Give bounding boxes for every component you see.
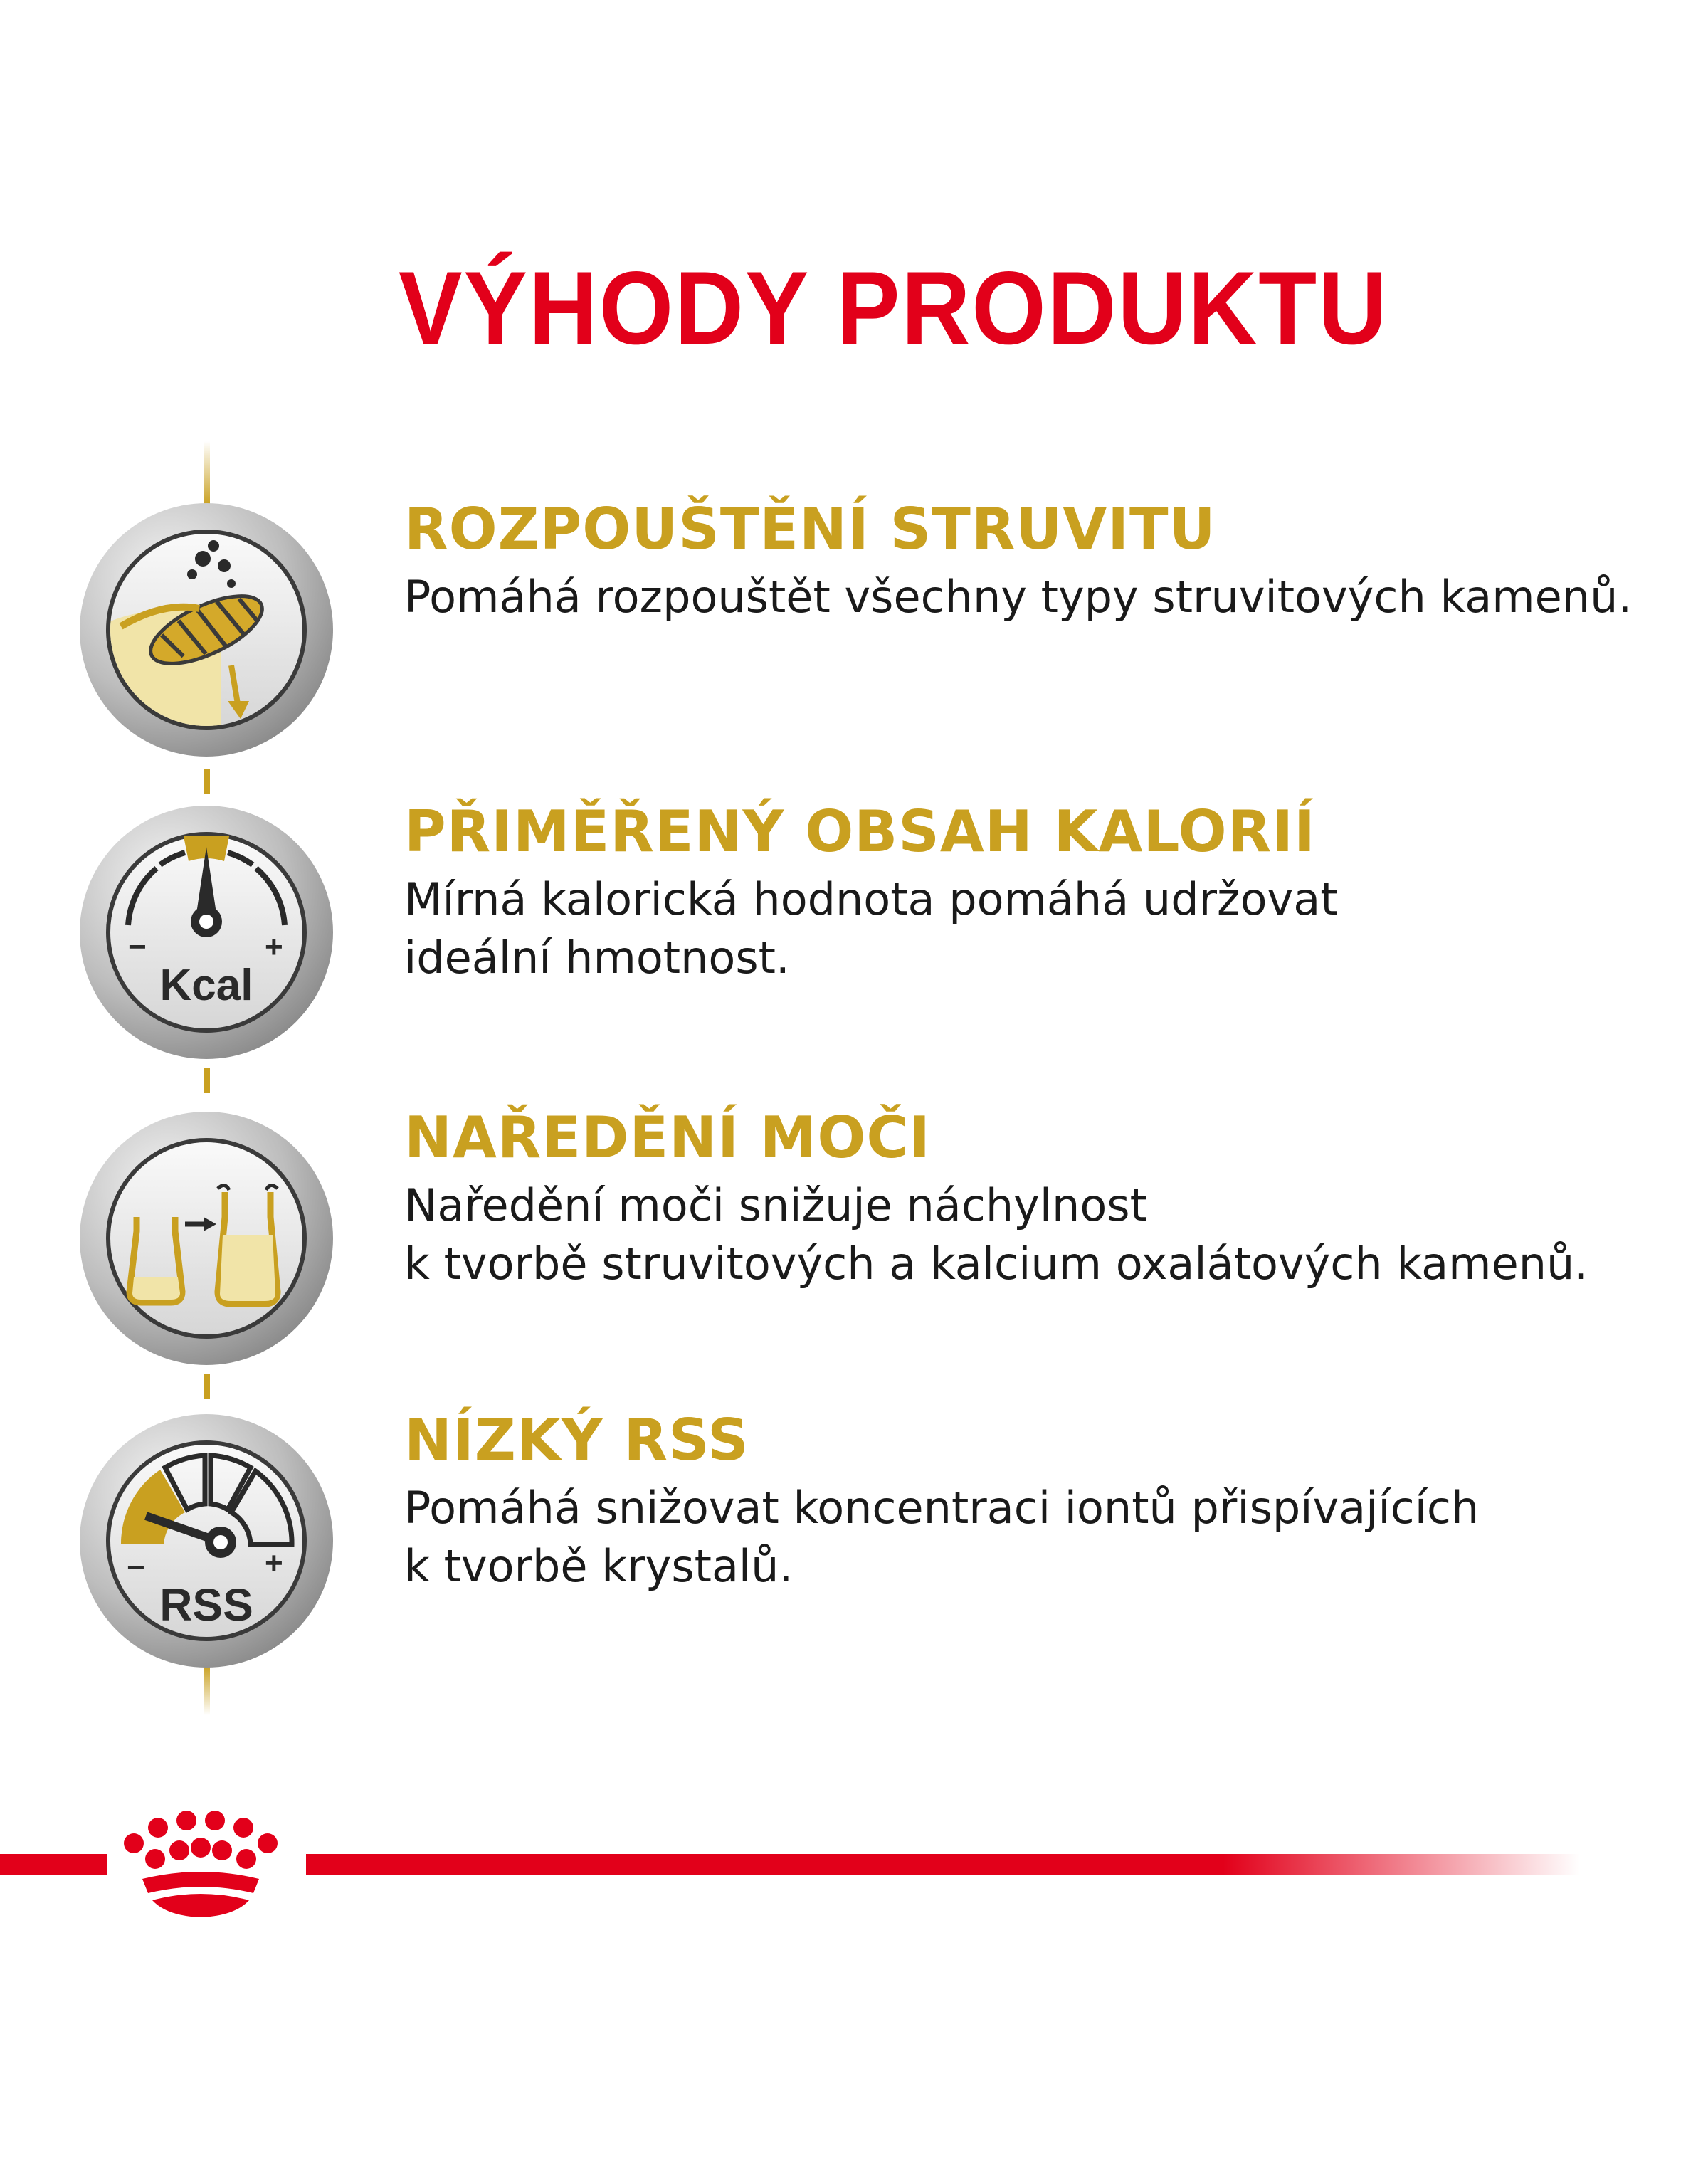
svg-text:−: − — [128, 929, 147, 964]
benefit-description — [404, 1176, 1678, 1293]
benefit-description — [404, 1479, 1678, 1596]
royal-canin-crown-logo — [124, 1811, 278, 1917]
footer-brand-band — [0, 1793, 1708, 1936]
benefit-title: ROZPOUŠTĚNÍ STRUVITU — [404, 496, 1216, 562]
benefit-title: NÍZKÝ RSS — [404, 1407, 749, 1473]
benefit-description-line: Pomáhá snižovat koncentraci iontů přispívajících — [404, 1482, 1480, 1534]
benefit-description-line: Naředění moči snižuje náchylnost — [404, 1179, 1147, 1231]
benefit-description-line: ideální hmotnost. — [404, 932, 790, 984]
kcal-gauge-icon — [78, 804, 334, 1060]
benefit-description-line: k tvorbě krystalů. — [404, 1540, 794, 1592]
brand-line-left — [0, 1854, 107, 1875]
benefit-item-rss — [404, 1409, 1678, 1596]
brand-line-right — [306, 1854, 1580, 1875]
benefit-item-calories — [404, 801, 1678, 987]
benefit-description-line: Mírná kalorická hodnota pomáhá udržovat — [404, 873, 1338, 925]
benefit-description — [404, 870, 1678, 987]
urine-dilution-icon — [78, 1110, 334, 1366]
svg-text:−: − — [127, 1550, 145, 1585]
benefit-description-line: Pomáhá rozpouštět všechny typy struvitových kamenů. — [404, 571, 1633, 623]
struvite-dissolution-icon — [78, 502, 334, 758]
benefit-title: PŘIMĚŘENÝ OBSAH KALORIÍ — [404, 799, 1316, 865]
svg-text:+: + — [265, 1546, 283, 1581]
rss-label: RSS — [159, 1579, 253, 1630]
page-title: VÝHODY PRODUKTU — [399, 250, 1388, 366]
benefit-description-line: k tvorbě struvitových a kalcium oxalátových kamenů. — [404, 1238, 1589, 1290]
benefit-description — [404, 568, 1678, 626]
svg-text:+: + — [265, 929, 283, 964]
benefit-item-struvite — [404, 498, 1678, 626]
rss-gauge-icon — [78, 1413, 334, 1669]
kcal-label: Kcal — [159, 961, 253, 1010]
benefit-item-urine-dilution — [404, 1107, 1678, 1293]
benefit-title: NAŘEDĚNÍ MOČI — [404, 1105, 931, 1171]
